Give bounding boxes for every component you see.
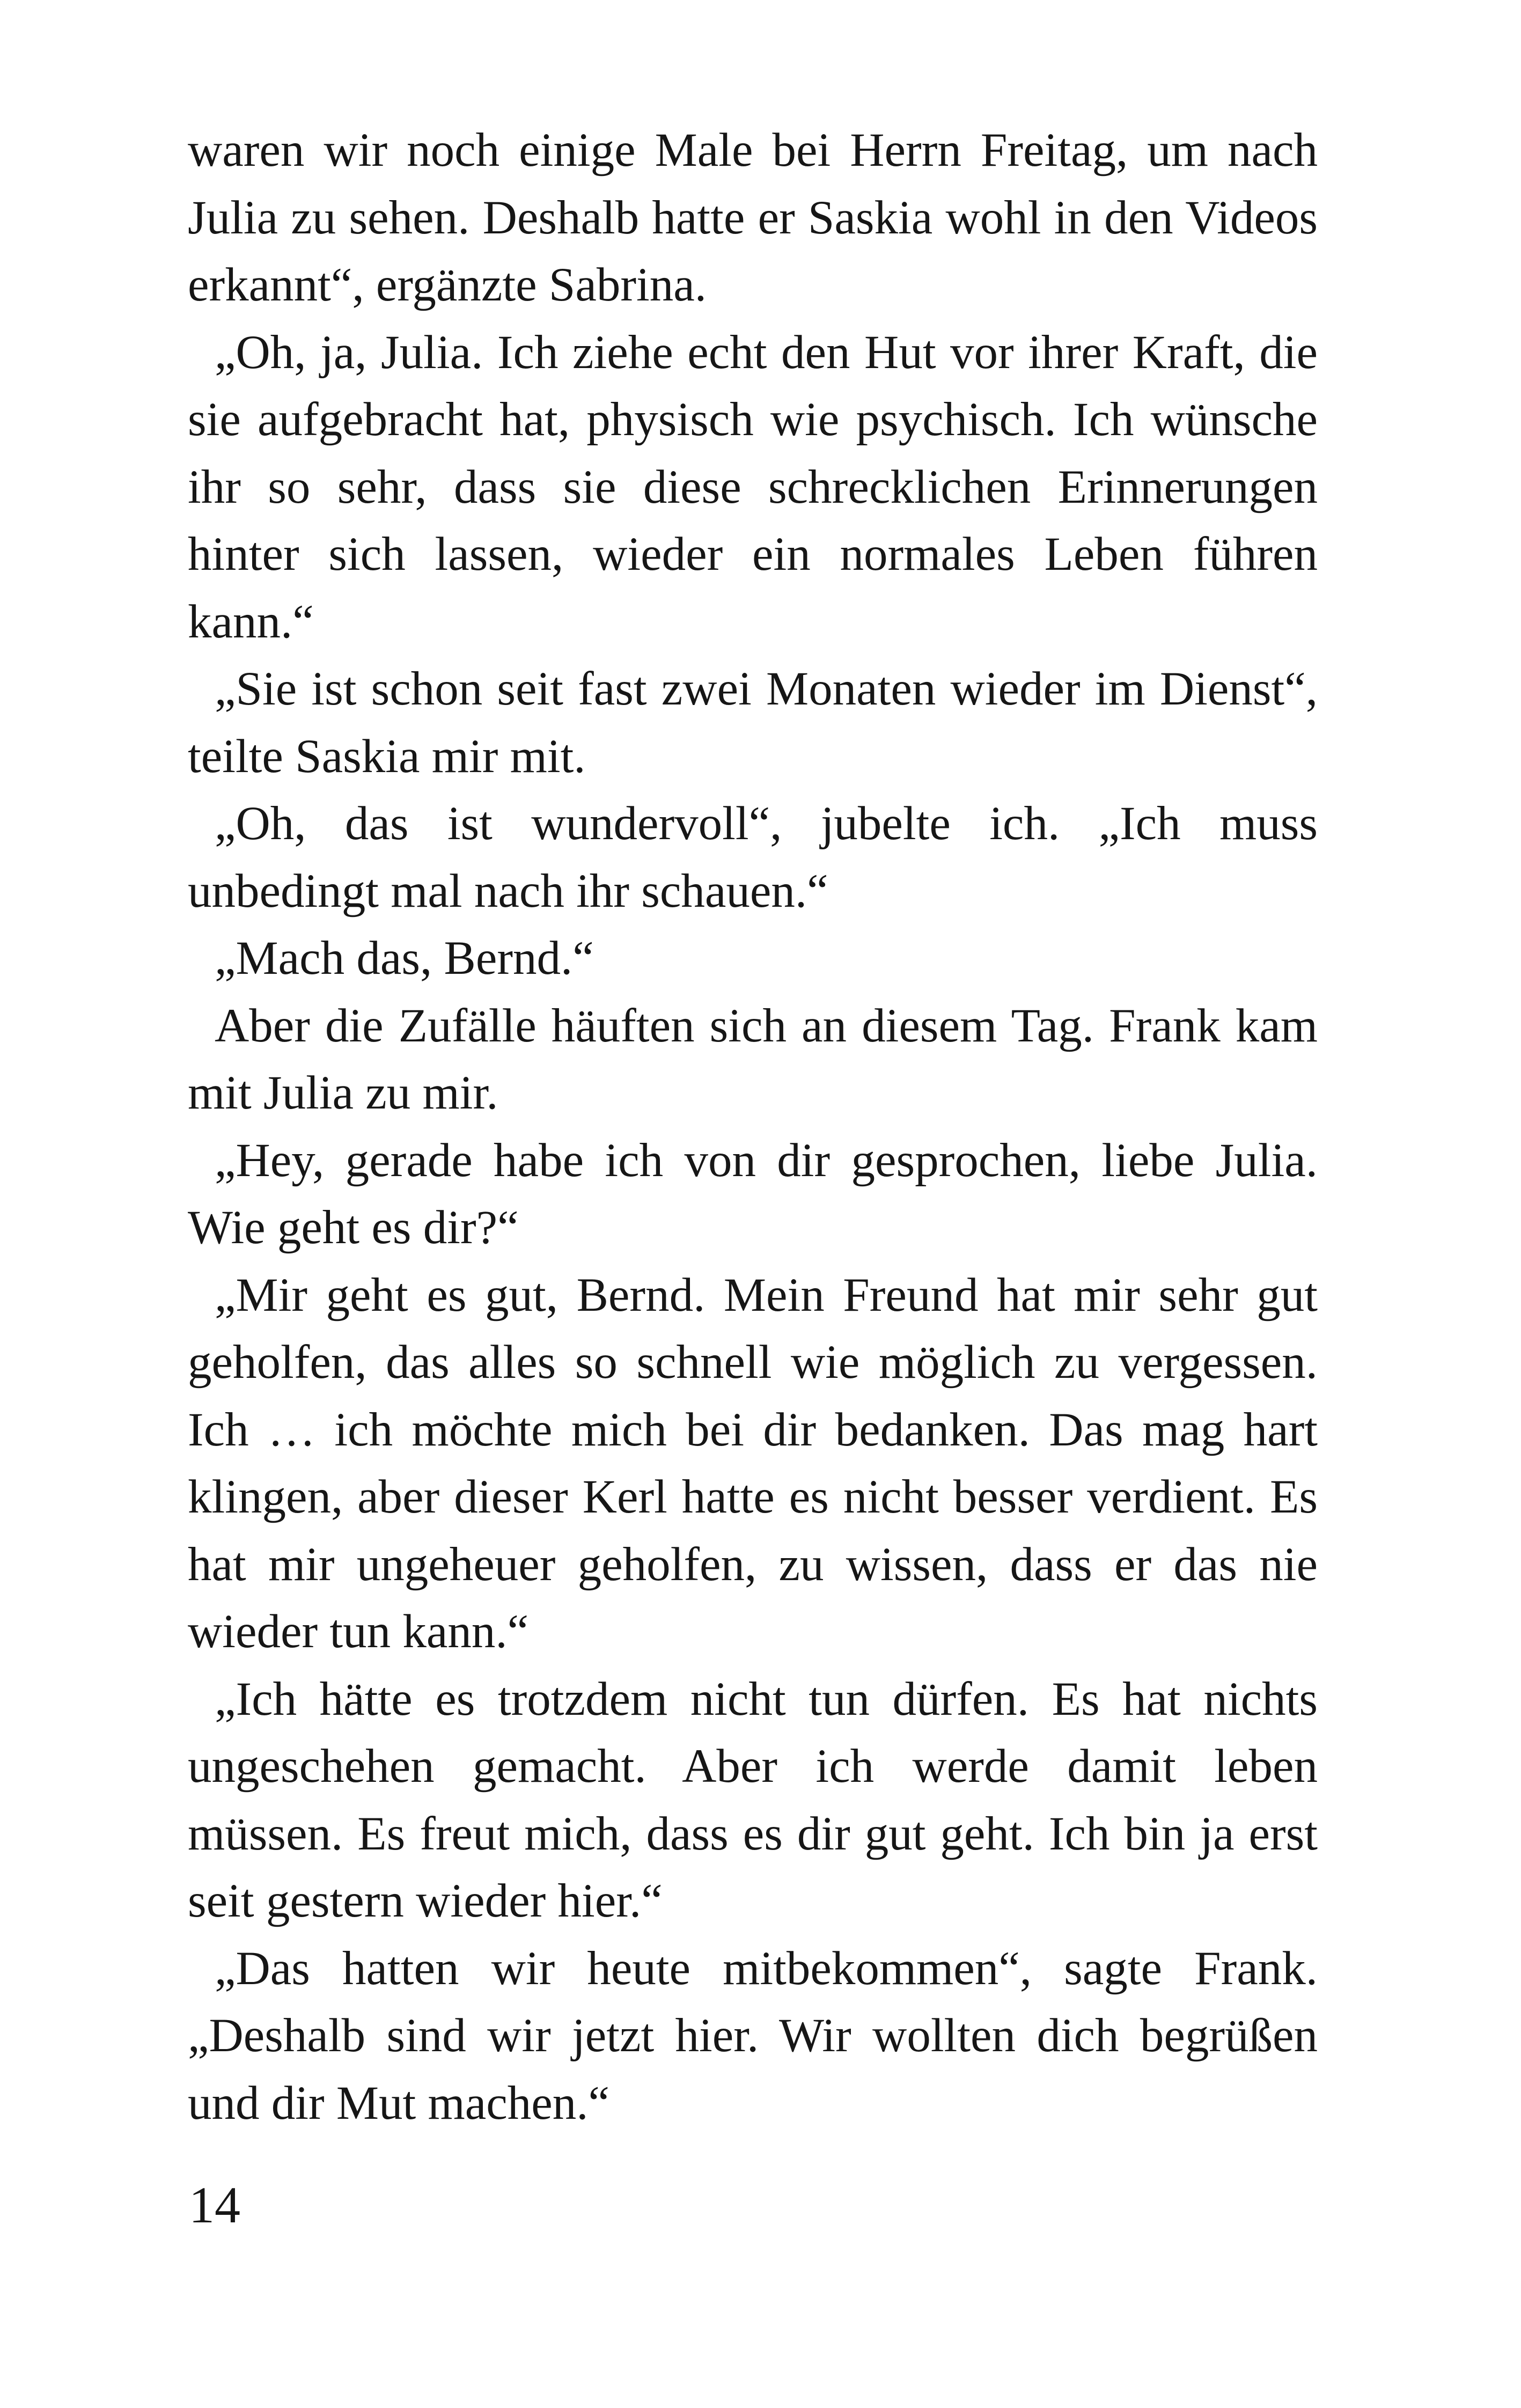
paragraph-8: „Mir geht es gut, Bernd. Mein Freund hat mir sehr gut geholfen, das alles so schnell wie möglich zu vergessen. Ich … ich möchte mich bei dir bedanken. Das mag hart klingen, aber dieser Kerl hatte es nicht besser verdient. Es hat mir ungeheuer geholfen, zu wissen, dass er das nie wieder tun kann.“ bbox=[188, 1268, 1318, 1658]
body-text bbox=[188, 117, 1318, 2137]
paragraph-2: „Oh, ja, Julia. Ich ziehe echt den Hut vor ihrer Kraft, die sie aufgebracht hat, physisch wie psychisch. Ich wünsche ihr so sehr, dass sie diese schrecklichen Erinnerungen hinter sich lassen, wieder ein normales Leben führen kann.“ bbox=[188, 326, 1318, 648]
paragraph-5: „Mach das, Bernd.“ bbox=[215, 932, 594, 985]
paragraph-3: „Sie ist schon seit fast zwei Monaten wieder im Dienst“, teilte Saskia mir mit. bbox=[188, 663, 1318, 783]
paragraph-7: „Hey, gerade habe ich von dir gesprochen, liebe Julia. Wie geht es dir?“ bbox=[188, 1134, 1318, 1254]
paragraph-6: Aber die Zufälle häuften sich an diesem Tag. Frank kam mit Julia zu mir. bbox=[188, 999, 1318, 1119]
paragraph-9: „Ich hätte es trotzdem nicht tun dürfen. Es hat nichts ungeschehen gemacht. Aber ich werde damit leben müssen. Es freut mich, dass es dir gut geht. Ich bin ja erst seit gestern wieder hier.“ bbox=[188, 1672, 1318, 1927]
paragraph-4: „Oh, das ist wundervoll“, jubelte ich. „Ich muss unbedingt mal nach ihr schauen.“ bbox=[188, 797, 1318, 917]
paragraph-1: waren wir noch einige Male bei Herrn Freitag, um nach Julia zu sehen. Deshalb hatte er Saskia wohl in den Videos erkannt“, ergänzte Sabrina. bbox=[188, 124, 1318, 311]
page-number: 14 bbox=[189, 2176, 240, 2234]
paragraph-10: „Das hatten wir heute mitbekommen“, sagte Frank. „Deshalb sind wir jetzt hier. Wir wollten dich begrüßen und dir Mut machen.“ bbox=[188, 1942, 1318, 2130]
